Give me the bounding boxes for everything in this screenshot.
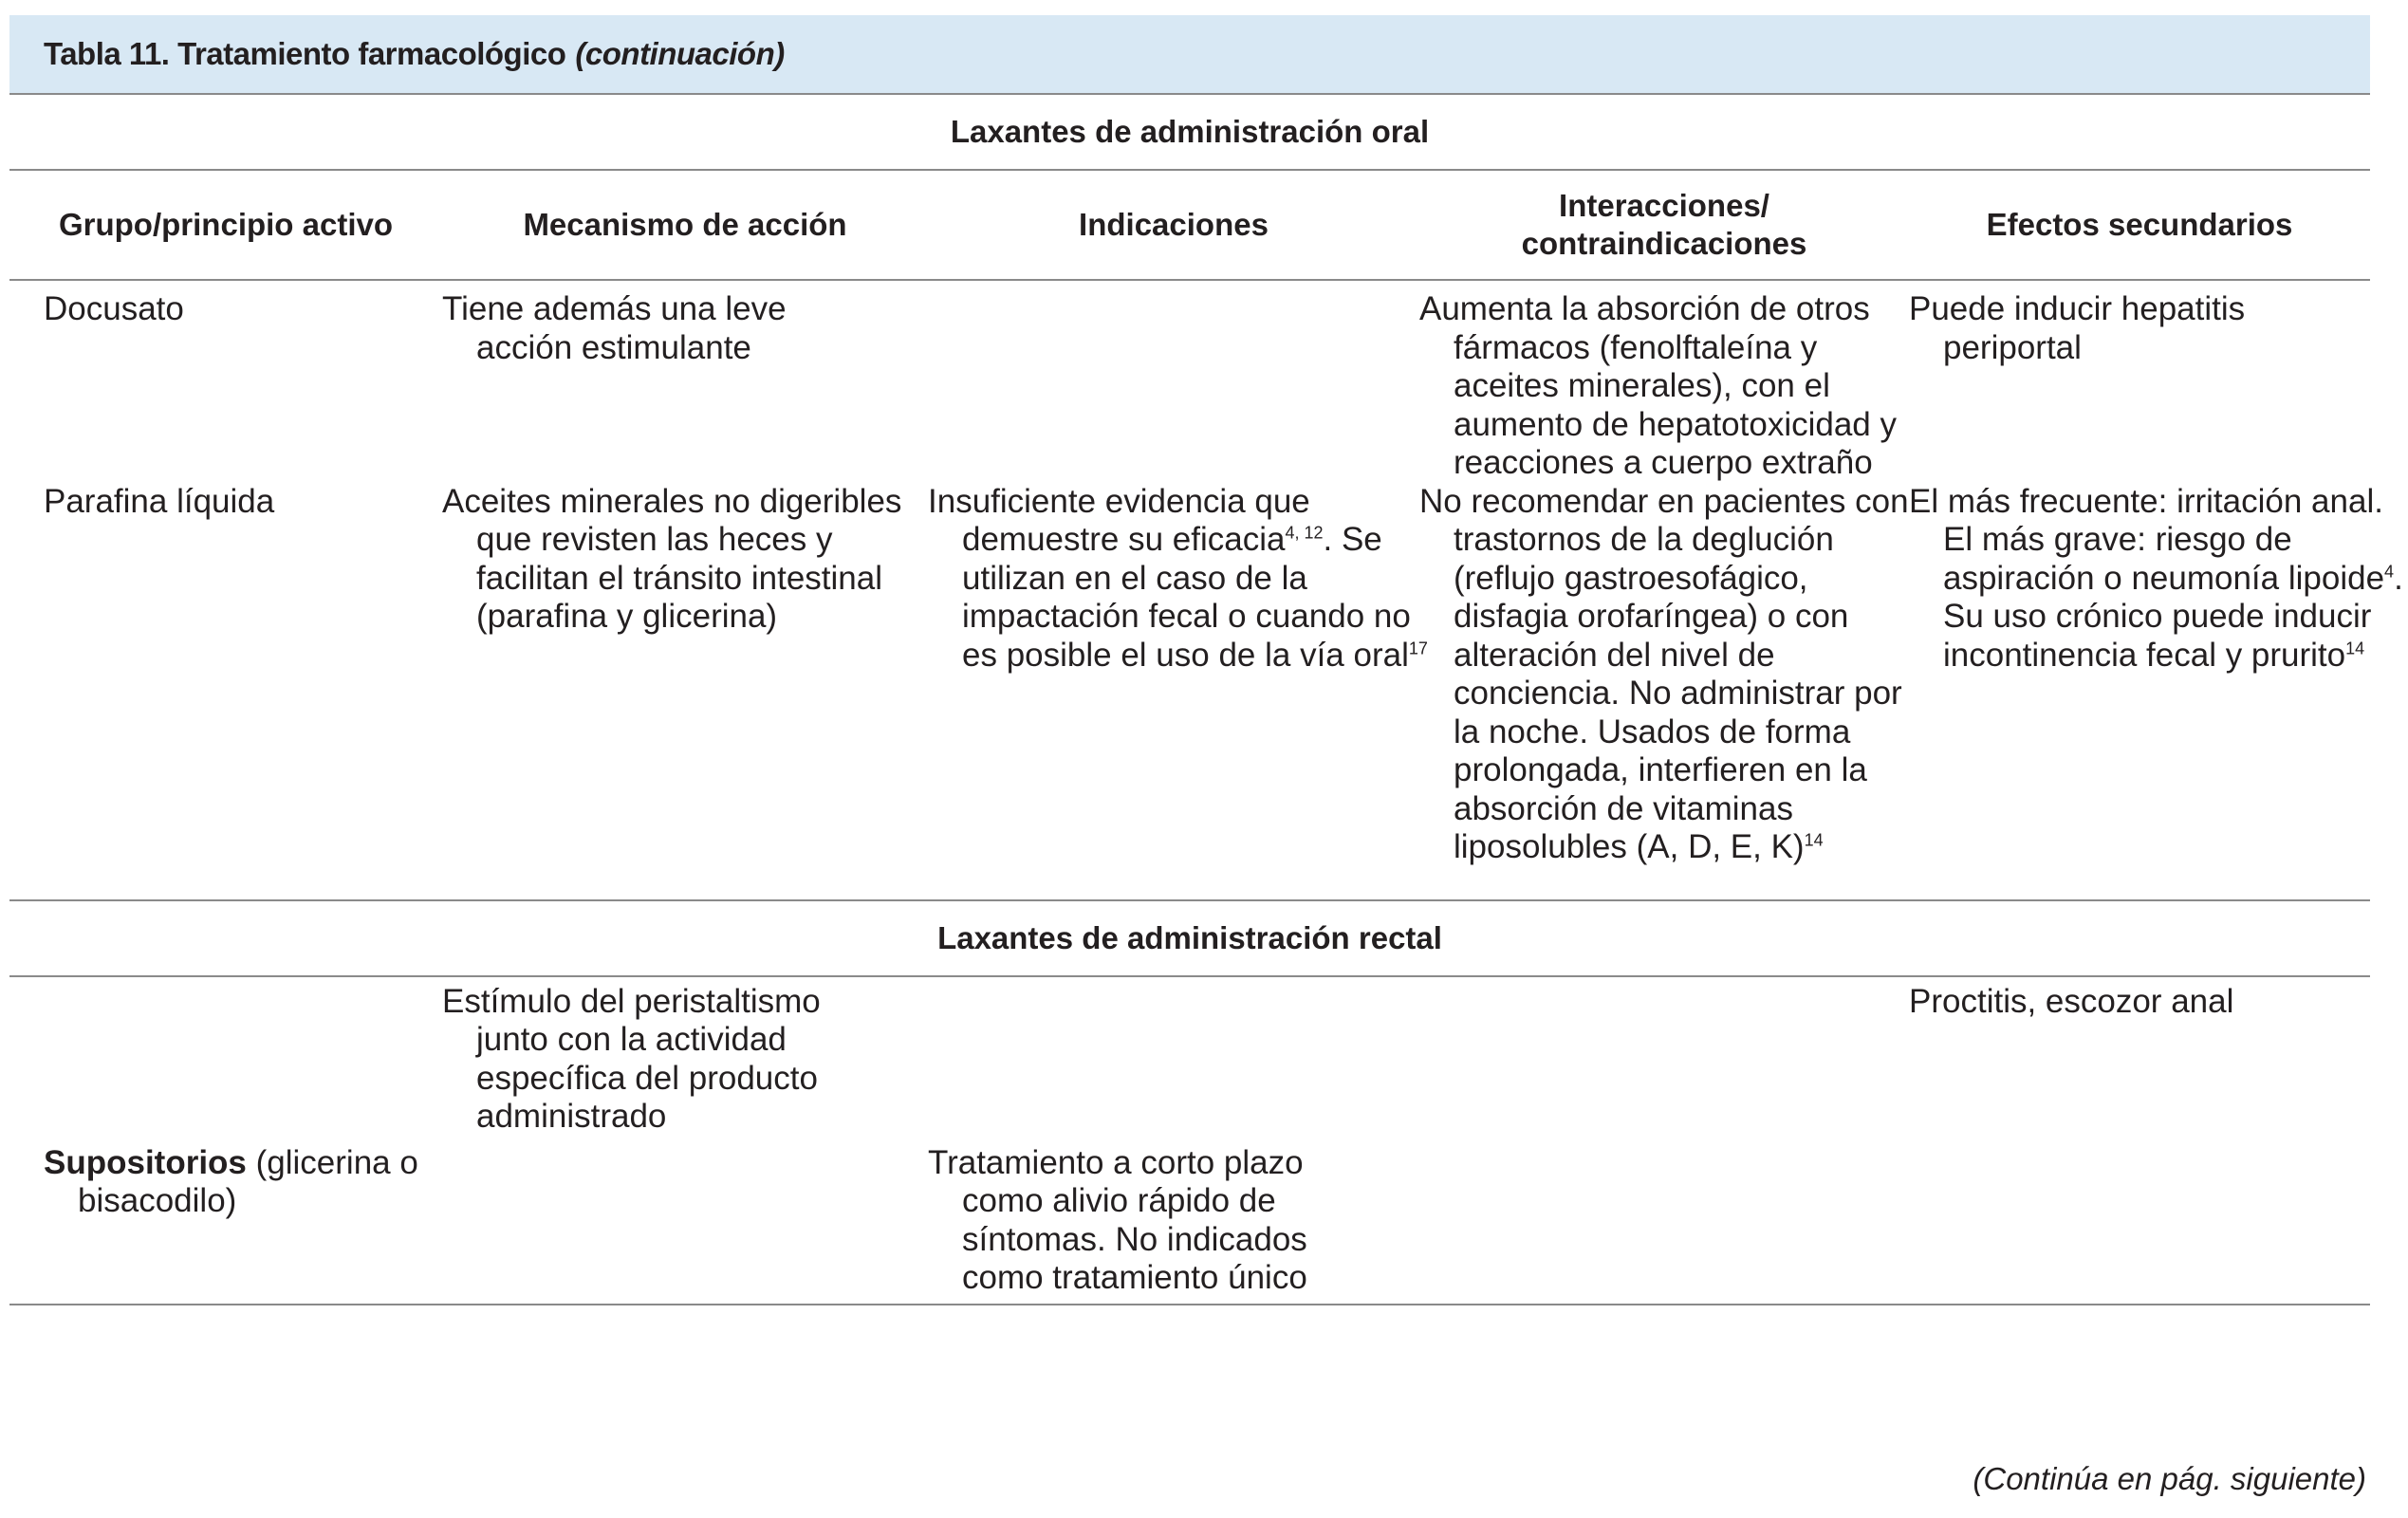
cell-interacciones (1419, 290, 1909, 483)
efectos-part-a: El más frecuente: irritación anal. El más grave: riesgo de aspiración o neumonía lipoide (1909, 482, 2385, 597)
efectos-part-b: . Su uso crónico puede inducir incontinencia fecal y prurito (1943, 559, 2403, 674)
cell-grupo-text: Parafina líquida (44, 482, 275, 520)
cell-interacciones (1419, 483, 1909, 867)
header-indicaciones: Indicaciones (1079, 207, 1269, 242)
table-title-bar (9, 15, 2370, 95)
citation-superscript: 14 (1804, 830, 1824, 850)
cell-grupo-text (44, 1144, 457, 1221)
cell-grupo (9, 977, 442, 1304)
section-oral-heading: Laxantes de administración oral (9, 95, 2370, 171)
table-row-docusato (9, 281, 2370, 483)
cell-efectos-text: Proctitis, escozor anal (1909, 982, 2234, 1020)
cell-efectos-text: Puede inducir hepatitis periportal (1909, 290, 2246, 366)
header-grupo: Grupo/principio activo (58, 207, 394, 242)
cell-indicaciones-text (928, 483, 1436, 676)
table-row-supositorios (9, 977, 2370, 1304)
cell-mecanismo (442, 290, 928, 483)
table-row-parafina (9, 482, 2403, 899)
cell-mecanismo-text: Estímulo del peristaltismo junto con la actividad específica del producto administrado (442, 982, 821, 1135)
cell-efectos (1909, 290, 2370, 483)
citation-superscript: 17 (1408, 638, 1428, 657)
grupo-rest: (glicerina o bisacodilo) (78, 1143, 418, 1219)
cell-interacciones-text (1419, 483, 1918, 867)
cell-efectos (1909, 977, 2370, 1304)
cell-indicaciones-text: Tratamiento a corto plazo como alivio rápido de síntomas. No indicados como tratamiento único (928, 1143, 1307, 1296)
header-interacciones-line2: contraindicaciones (1521, 226, 1807, 261)
header-efectos: Efectos secundarios (1986, 207, 2293, 242)
table-title-continuation: (continuación) (575, 36, 785, 71)
cell-grupo (9, 483, 442, 867)
cell-mecanismo-text: Tiene además una leve acción estimulante (442, 290, 787, 366)
cell-interacciones-text: Aumenta la absorción de otros fármacos (fenolftaleína y aceites minerales), con el aumento de hepatotoxicidad y reacciones a cuerpo extraño (1419, 290, 1897, 481)
cell-grupo (9, 290, 442, 483)
divider (9, 1304, 2370, 1305)
cell-mecanismo (442, 483, 928, 867)
header-interacciones-line1: Interacciones/ (1559, 188, 1769, 223)
cell-mecanismo-text: Aceites minerales no digeribles que revisten las heces y facilitan el tránsito intestinal (parafina y glicerina) (442, 482, 902, 635)
interacciones-text: No recomendar en pacientes con trastornos de la deglución (reflujo gastroesofágico, disfagia orofaríngea) o con alteración del nivel de conciencia. No administrar por la noche. Usados de forma prolongada, interfieren en la absorción de vitaminas liposolubles (A, D, E, K) (1419, 482, 1909, 865)
cell-efectos-text (1909, 483, 2408, 676)
cell-grupo-text: Docusato (44, 290, 184, 327)
header-mecanismo: Mecanismo de acción (523, 207, 847, 242)
table-title: Tabla 11. Tratamiento farmacológico (44, 36, 566, 71)
cell-indicaciones (928, 482, 1428, 867)
citation-superscript: 14 (2345, 638, 2365, 657)
header-interacciones (1419, 187, 1909, 263)
cell-indicaciones (928, 977, 1419, 1304)
cell-mecanismo (442, 977, 928, 1304)
cell-efectos (1909, 482, 2403, 867)
citation-superscript: 4, 12 (1285, 523, 1324, 543)
section-rectal-heading: Laxantes de administración rectal (9, 901, 2370, 977)
cell-interacciones (1419, 977, 1909, 1304)
citation-superscript: 4 (2384, 561, 2395, 581)
table-11 (9, 15, 2403, 1305)
column-headers (9, 171, 2370, 281)
continuation-note: (Continúa en pág. siguiente) (1973, 1461, 2366, 1496)
indicaciones-part-b: . Se utilizan en el caso de la impactación fecal o cuando no es posible el uso de la vía oral (962, 521, 1411, 674)
indicaciones-part-a: Insuficiente evidencia que demuestre su eficacia (928, 482, 1310, 558)
cell-indicaciones (928, 290, 1419, 483)
grupo-bold: Supositorios (44, 1143, 247, 1181)
